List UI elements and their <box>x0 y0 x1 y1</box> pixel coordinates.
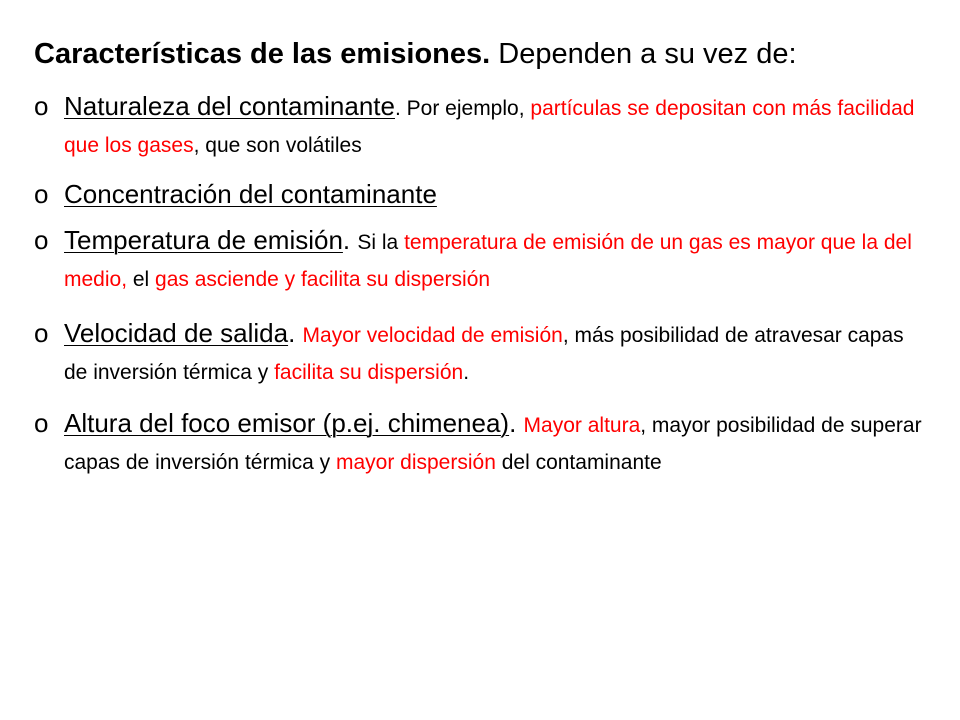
item-plain: , que son volátiles <box>193 134 362 157</box>
item-text <box>64 222 924 298</box>
item-plain: , más posibilidad de atravesar capas de inversión térmica y <box>64 324 904 384</box>
slide-title <box>34 34 934 74</box>
item-plain: . <box>342 225 358 255</box>
item-highlight: Mayor altura <box>523 414 641 437</box>
item-label: Concentración del contaminante <box>64 179 437 209</box>
item-text <box>64 315 924 391</box>
item-label: Velocidad de salida <box>64 318 289 348</box>
bullet-icon: o <box>34 318 49 348</box>
item-highlight: partículas se depositan con más facilidad que los gases <box>64 97 915 157</box>
bullet-icon: o <box>34 225 49 255</box>
item-plain: , mayor posibilidad de superar capas de inversión térmica y <box>64 414 922 474</box>
item-highlight: Mayor velocidad de emisión <box>302 324 563 347</box>
item-highlight: temperatura de emisión de un gas es mayor que la del medio, <box>64 231 912 291</box>
bullet-icon: o <box>34 91 49 121</box>
item-plain: . <box>463 361 470 384</box>
item-plain: Si la <box>357 231 405 254</box>
item-highlight: facilita su dispersión <box>274 361 464 384</box>
item-plain: del contaminante <box>495 451 662 474</box>
bullet-icon: o <box>34 179 49 209</box>
item-highlight: mayor dispersión <box>335 451 496 474</box>
item-text <box>64 176 924 215</box>
item-text <box>64 88 924 164</box>
title-rest: Dependen a su vez de: <box>490 38 797 70</box>
item-label: Altura del foco emisor (p.ej. chimenea) <box>64 408 510 438</box>
item-plain: . <box>288 318 303 348</box>
item-highlight: gas asciende y facilita su dispersión <box>155 268 491 291</box>
item-text <box>64 405 924 481</box>
title-bold: Características de las emisiones. <box>34 38 491 70</box>
item-plain: . Por ejemplo, <box>394 97 531 120</box>
item-label: Temperatura de emisión <box>64 225 343 255</box>
item-plain: el <box>127 268 156 291</box>
item-label: Naturaleza del contaminante <box>64 91 395 121</box>
item-plain: . <box>509 408 524 438</box>
bullet-icon: o <box>34 408 49 438</box>
